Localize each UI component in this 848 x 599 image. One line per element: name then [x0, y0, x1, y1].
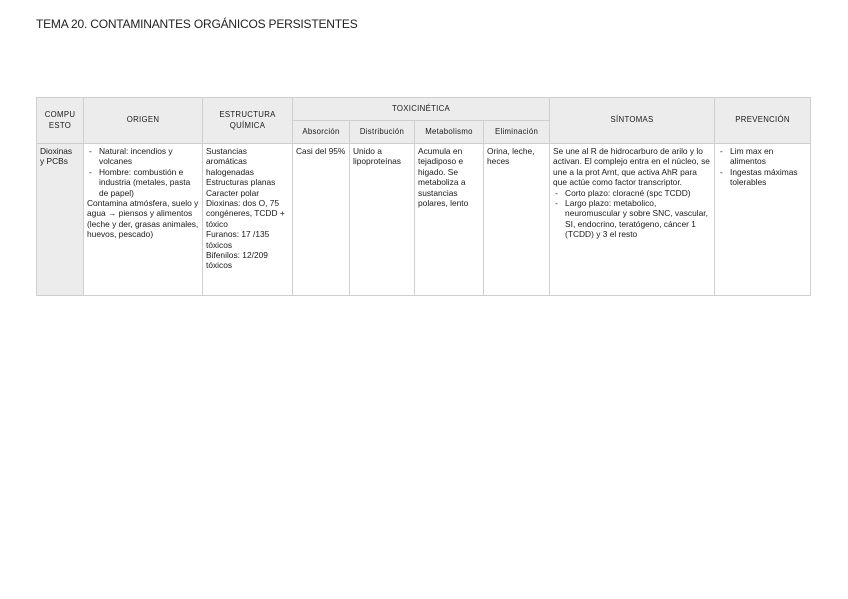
prevencion-item: - Lim max en alimentos: [718, 146, 807, 167]
header-prevencion: PREVENCIÓN: [715, 98, 811, 144]
header-estructura-line2: QUÍMICA: [229, 120, 266, 130]
header-metabolismo: Metabolismo: [415, 121, 484, 144]
prevencion-item: - Ingestas máximas tolerables: [718, 167, 807, 188]
document-title: TEMA 20. CONTAMINANTES ORGÁNICOS PERSISTENTES: [36, 17, 358, 31]
prevencion-list: [718, 146, 807, 188]
estructura-line: Furanos: 17 /135 tóxicos: [206, 229, 270, 250]
cell-sintomas: [550, 144, 715, 296]
header-absorcion: Absorción: [293, 121, 350, 144]
cell-compuesto: [37, 144, 84, 296]
estructura-line: Sustancias aromáticas halogenadas: [206, 146, 254, 177]
header-toxicinetica: TOXICINÉTICA: [293, 98, 550, 121]
origen-text: Contamina atmósfera, suelo y agua → piensos y alimentos (leche y der, grasas animales, huevos, pescado): [87, 198, 199, 240]
header-compuesto: [37, 98, 84, 144]
sintomas-item: - Corto plazo: cloracné (spc TCDD): [553, 188, 711, 198]
header-compuesto-line1: COMPU: [44, 110, 76, 120]
cell-metabolismo: Acumula en tejadiposo e higado. Se metaboliza a sustancias polares, lento: [415, 144, 484, 296]
cell-origen: [84, 144, 203, 296]
compuesto-line2: y PCBs: [40, 156, 68, 167]
cell-prevencion: [715, 144, 811, 296]
cell-estructura: [203, 144, 293, 296]
sintomas-list: [553, 188, 711, 240]
header-sintomas: SÍNTOMAS: [550, 98, 715, 144]
sintomas-text: Se une al R de hidrocarburo de arilo y lo activan. El complejo entra en el núcleo, se une a la prot Arnt, que activa AhR para que actúe como factor transcriptor.: [553, 146, 710, 188]
table-row: [37, 144, 811, 296]
estructura-line: Caracter polar: [206, 187, 260, 198]
toxicology-table: [36, 97, 811, 296]
estructura-line: Dioxinas: dos O, 75 congéneres, TCDD + tóxico: [206, 198, 285, 229]
header-row-1: [37, 98, 811, 121]
cell-eliminacion: Orina, leche, heces: [484, 144, 550, 296]
compuesto-line1: Dioxinas: [40, 146, 73, 156]
origen-item: - Hombre: combustión e industria (metales, pasta de papel): [87, 167, 199, 198]
origen-list: [87, 146, 199, 198]
estructura-line: Bifenilos: 12/209 tóxicos: [206, 250, 268, 271]
estructura-line: Estructuras planas: [206, 177, 276, 188]
sintomas-item: - Largo plazo: metabolico, neuromuscular y sobre SNC, vascular, SI, endocrino, teratógeno, cáncer 1 (TCDD) y 3 el resto: [553, 198, 711, 240]
header-estructura: [203, 98, 293, 144]
cell-absorcion: Casi del 95%: [293, 144, 350, 296]
origen-item: - Natural: incendios y volcanes: [87, 146, 199, 167]
header-compuesto-line2: ESTO: [48, 120, 72, 130]
header-eliminacion: Eliminación: [484, 121, 550, 144]
cell-distribucion: Unido a lipoproteínas: [350, 144, 415, 296]
header-estructura-line1: ESTRUCTURA: [219, 110, 276, 120]
header-origen: ORIGEN: [84, 98, 203, 144]
header-distribucion: Distribución: [350, 121, 415, 144]
